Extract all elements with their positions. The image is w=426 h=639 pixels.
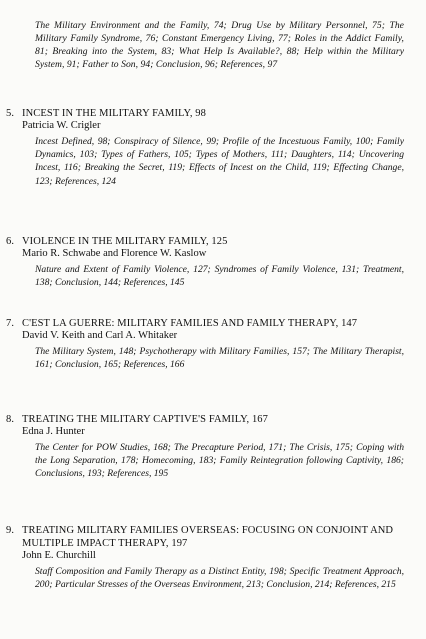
chapter-author: Edna J. Hunter bbox=[22, 426, 85, 437]
chapter-contents: Nature and Extent of Family Violence, 127; Syndromes of Family Violence, 131; Treatment, 138; Conclusion, 144; References, 145 bbox=[35, 264, 404, 289]
chapter-8 bbox=[6, 413, 416, 490]
chapter-8-heading bbox=[6, 413, 416, 426]
chapter-5 bbox=[6, 107, 416, 197]
chapter-number: 5. bbox=[6, 108, 15, 119]
chapter-contents: Staff Composition and Family Therapy as a Distinct Entity, 198; Specific Treatment Approach, 200; Particular Stresses of the Overseas Environment, 213; Conclusion, 214; References, 215 bbox=[35, 566, 404, 591]
chapter-number: 7. bbox=[6, 318, 15, 329]
chapter-title: VIOLENCE IN THE MILITARY FAMILY, 125 bbox=[22, 236, 228, 247]
chapter-author: David V. Keith and Carl A. Whitaker bbox=[22, 330, 178, 341]
chapter-author: Mario R. Schwabe and Florence W. Kaslow bbox=[22, 248, 207, 259]
chapter-contents: The Center for POW Studies, 168; The Precapture Period, 171; The Crisis, 175; Coping with the Long Separation, 178; Homecoming, 183; Family Reintegration following Captivity, 186; Conclusions, 193; References, 195 bbox=[35, 442, 404, 480]
chapter-contents: The Military System, 148; Psychotherapy with Military Families, 157; The Military Therapist, 161; Conclusion, 165; References, 166 bbox=[35, 346, 404, 371]
chapter-title: TREATING MILITARY FAMILIES OVERSEAS: FOCUSING ON CONJOINT AND MULTIPLE IMPACT THERAPY, 197 bbox=[22, 525, 394, 549]
chapter-number: 9. bbox=[6, 525, 15, 536]
chapter-7-heading bbox=[6, 317, 416, 330]
chapter-title: INCEST IN THE MILITARY FAMILY, 98 bbox=[22, 108, 206, 119]
chapter-author: John E. Churchill bbox=[22, 550, 96, 561]
chapter-title: TREATING THE MILITARY CAPTIVE'S FAMILY, 167 bbox=[22, 414, 268, 425]
chapter-4-contents: The Military Environment and the Family, 74; Drug Use by Military Personnel, 75; The Military Family Syndrome, 76; Constant Emergency Living, 77; Roles in the Addict Family, 81; Breaking into the System, 83; What Help Is Available?, 88; Help within the Military System, 91; Father to Son, 94; Conclusion, 96; References, 97 bbox=[35, 19, 404, 71]
chapter-title: C'EST LA GUERRE: MILITARY FAMILIES AND FAMILY THERAPY, 147 bbox=[22, 318, 358, 329]
chapter-9 bbox=[6, 524, 416, 601]
chapter-9-heading bbox=[6, 524, 416, 550]
chapter-5-heading bbox=[6, 107, 416, 120]
chapter-number: 6. bbox=[6, 236, 15, 247]
chapter-number: 8. bbox=[6, 414, 15, 425]
chapter-6-heading bbox=[6, 235, 416, 248]
chapter-7 bbox=[6, 317, 416, 381]
chapter-contents: Incest Defined, 98; Conspiracy of Silence, 99; Profile of the Incestuous Family, 100; Family Dynamics, 103; Types of Fathers, 105; Types of Mothers, 111; Daughters, 114; Uncovering Incest, 116; Breaking the Secret, 119; Effects of Incest on the Child, 119; Effecting Change, 123; References, 124 bbox=[35, 136, 404, 187]
chapter-6 bbox=[6, 235, 416, 299]
chapter-author: Patricia W. Crigler bbox=[22, 120, 101, 131]
